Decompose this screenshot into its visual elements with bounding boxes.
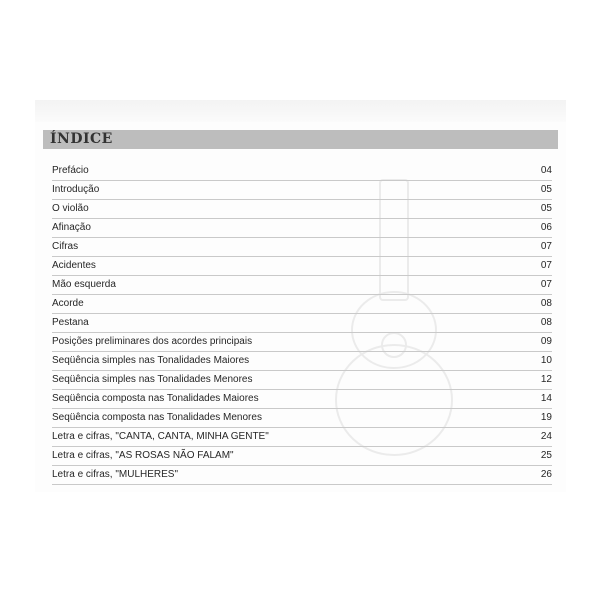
- toc-entry: [52, 162, 552, 181]
- toc-entry-title: Acidentes: [52, 260, 96, 271]
- toc-entry-page: 07: [540, 241, 552, 252]
- toc-entry-title: Seqüência composta nas Tonalidades Menores: [52, 412, 262, 423]
- index-title: ÍNDICE: [50, 131, 113, 147]
- page-top-shade: [35, 100, 566, 122]
- toc-entry: [52, 257, 552, 276]
- toc-entry: [52, 428, 552, 447]
- toc-entry-title: Letra e cifras, "AS ROSAS NÃO FALAM": [52, 450, 234, 461]
- toc-entry-page: 07: [540, 279, 552, 290]
- toc-entry-page: 05: [540, 203, 552, 214]
- toc-entry-title: Prefácio: [52, 165, 89, 176]
- toc-entry-page: 04: [540, 165, 552, 176]
- toc-entry-page: 25: [540, 450, 552, 461]
- toc-entry: [52, 219, 552, 238]
- toc-entry: [52, 181, 552, 200]
- toc-entry: [52, 352, 552, 371]
- book-page: [35, 100, 566, 492]
- toc-entry-title: Afinação: [52, 222, 91, 233]
- toc-entry-page: 08: [540, 317, 552, 328]
- toc-entry-page: 24: [540, 431, 552, 442]
- toc-entry: [52, 314, 552, 333]
- toc-entry: [52, 333, 552, 352]
- toc-entry-page: 07: [540, 260, 552, 271]
- toc-entry-page: 14: [540, 393, 552, 404]
- toc-entry-title: Mão esquerda: [52, 279, 116, 290]
- toc-entry-page: 19: [540, 412, 552, 423]
- toc-entry: [52, 466, 552, 485]
- toc-entry-page: 06: [540, 222, 552, 233]
- toc-entry-page: 26: [540, 469, 552, 480]
- toc-entry: [52, 238, 552, 257]
- toc-entry: [52, 390, 552, 409]
- toc-entry: [52, 409, 552, 428]
- toc-entry-page: 10: [540, 355, 552, 366]
- toc-entry-title: Posições preliminares dos acordes principais: [52, 336, 253, 347]
- toc-entry-title: Seqüência simples nas Tonalidades Menores: [52, 374, 253, 385]
- toc-entry-title: Introdução: [52, 184, 100, 195]
- toc-entry-page: 09: [540, 336, 552, 347]
- toc-entry: [52, 200, 552, 219]
- toc-entry-title: Seqüência simples nas Tonalidades Maiores: [52, 355, 250, 366]
- index-header-bar: [43, 130, 558, 149]
- toc-entry-title: Seqüência composta nas Tonalidades Maiores: [52, 393, 259, 404]
- table-of-contents: [52, 162, 552, 485]
- toc-entry: [52, 295, 552, 314]
- toc-entry: [52, 276, 552, 295]
- toc-entry-title: Pestana: [52, 317, 89, 328]
- toc-entry: [52, 447, 552, 466]
- toc-entry: [52, 371, 552, 390]
- toc-entry-title: Letra e cifras, "MULHERES": [52, 469, 179, 480]
- toc-entry-title: Cifras: [52, 241, 79, 252]
- toc-entry-title: Letra e cifras, "CANTA, CANTA, MINHA GENTE": [52, 431, 269, 442]
- toc-entry-page: 12: [540, 374, 552, 385]
- toc-entry-page: 08: [540, 298, 552, 309]
- toc-entry-title: Acorde: [52, 298, 84, 309]
- toc-entry-title: O violão: [52, 203, 89, 214]
- toc-entry-page: 05: [540, 184, 552, 195]
